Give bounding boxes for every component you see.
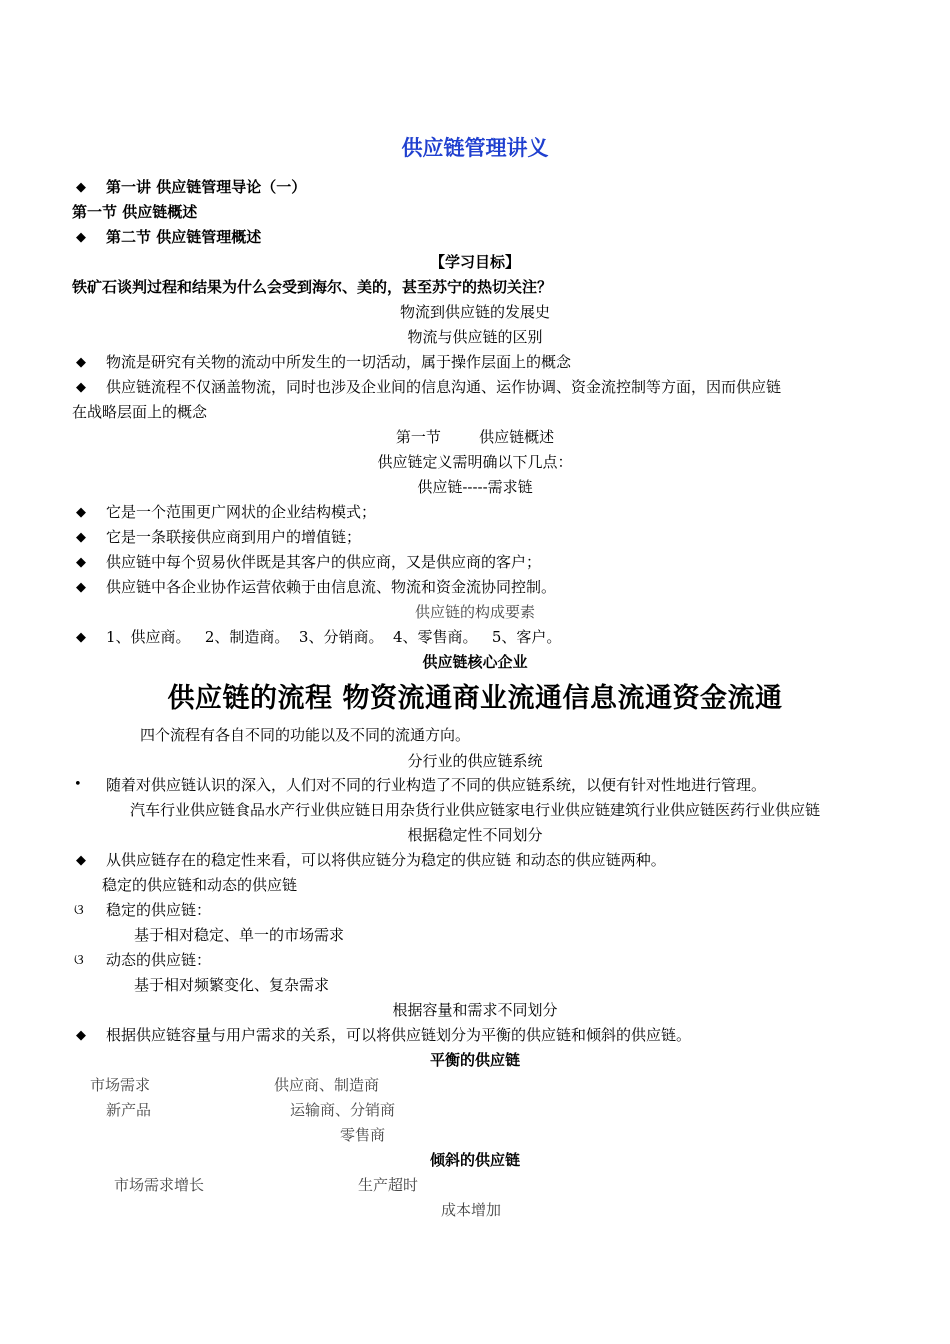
bullet-text: 供应链流程不仅涵盖物流，同时也涉及企业间的信息沟通、运作协调、资金流控制等方面，因而供应链 [106,378,782,396]
subheading: 平衡的供应链 [429,1051,520,1069]
diamond-bullet-icon: ◆ [76,1028,86,1043]
bullet-text: 物流是研究有关物的流动中所发生的一切活动，属于操作层面上的概念 [106,353,572,371]
diamond-bullet-icon: ◆ [76,380,86,395]
diamond-bullet-icon: ◆ [76,180,86,195]
paragraph: 铁矿石谈判过程和结果为什么会受到海尔、美的，甚至苏宁的热切关注？ [72,278,553,296]
bullet-text: 根据供应链容量与用户需求的关系，可以将供应链划分为平衡的供应链和倾斜的供应链。 [106,1026,692,1044]
subheading: 根据稳定性不同划分 [407,826,543,844]
diamond-bullet-icon: ◆ [76,505,86,520]
diagram-label: 零售商 [340,1126,386,1144]
diamond-bullet-icon: ◆ [76,630,86,645]
subheading: 根据容量和需求不同划分 [392,1001,558,1019]
curl-bullet-icon: ଓ [74,952,84,968]
paragraph: 稳定的供应链和动态的供应链 [102,876,298,894]
bullet-text: 1、供应商。 2、制造商。 3、分销商。 4、零售商。 5、客户。 [106,628,562,646]
section-line: 第二节 供应链管理概述 [106,228,262,246]
subheading: 第一节 供应链概述 [395,428,555,446]
diamond-bullet-icon: ◆ [76,355,86,370]
bullet-text: 供应链中各企业协作运营依赖于由信息流、物流和资金流协同控制。 [106,578,557,596]
bullet-text: 它是一个范围更广网状的企业结构模式； [106,503,377,521]
diagram-label: 供应商、制造商 [274,1076,380,1094]
diamond-bullet-icon: ◆ [76,555,86,570]
bullet-text-continued: 在战略层面上的概念 [72,403,208,421]
subheading: 分行业的供应链系统 [407,752,543,770]
diagram-label: 市场需求 [90,1076,151,1094]
bullet-text: 随着对供应链认识的深入，人们对不同的行业构造了不同的供应链系统，以便有针对性地进行管理。 [106,776,767,794]
paragraph: 四个流程有各自不同的功能以及不同的流通方向。 [140,726,471,744]
subheading: 物流到供应链的发展史 [399,303,550,321]
paragraph: 汽车行业供应链食品水产行业供应链日用杂货行业供应链家电行业供应链建筑行业供应链医药行业供应链 [129,801,820,819]
diamond-bullet-icon: ◆ [76,230,86,245]
large-heading: 供应链的流程 物资流通商业流通信息流通资金流通 [167,683,783,714]
section-line: 第一节 供应链概述 [72,203,198,221]
diagram-label: 运输商、分销商 [290,1101,396,1119]
subheading: 供应链定义需明确以下几点： [377,453,573,471]
paragraph: 基于相对频繁变化、复杂需求 [134,976,330,994]
diamond-bullet-icon: ◆ [76,530,86,545]
curl-bullet-icon: ଓ [74,902,84,918]
subheading: 供应链-----需求链 [417,478,533,496]
subheading: 供应链的构成要素 [414,603,535,621]
diamond-bullet-icon: ◆ [76,580,86,595]
bullet-text: 它是一条联接供应商到用户的增值链； [106,528,362,546]
diamond-bullet-icon: ◆ [76,853,86,868]
dot-bullet-icon: • [74,777,82,792]
subheading: 物流与供应链的区别 [407,328,543,346]
heading-learning-goal: 【学习目标】 [429,253,520,271]
lecture-line: 第一讲 供应链管理导论（一） [106,178,307,196]
diagram-label: 市场需求增长 [114,1176,205,1194]
bullet-text: 供应链中每个贸易伙伴既是其客户的供应商，又是供应商的客户； [106,553,542,571]
paragraph: 基于相对稳定、单一的市场需求 [134,926,345,944]
diagram-label: 新产品 [106,1101,152,1119]
subheading: 倾斜的供应链 [429,1151,520,1169]
bullet-text: 动态的供应链： [106,951,212,969]
bullet-text: 稳定的供应链： [106,901,212,919]
bullet-text: 从供应链存在的稳定性来看，可以将供应链分为稳定的供应链 和动态的供应链两种。 [106,851,666,869]
diagram-label: 生产超时 [358,1176,419,1194]
diagram-label: 成本增加 [441,1201,502,1219]
page-title: 供应链管理讲义 [401,135,549,160]
subheading: 供应链核心企业 [422,653,528,671]
